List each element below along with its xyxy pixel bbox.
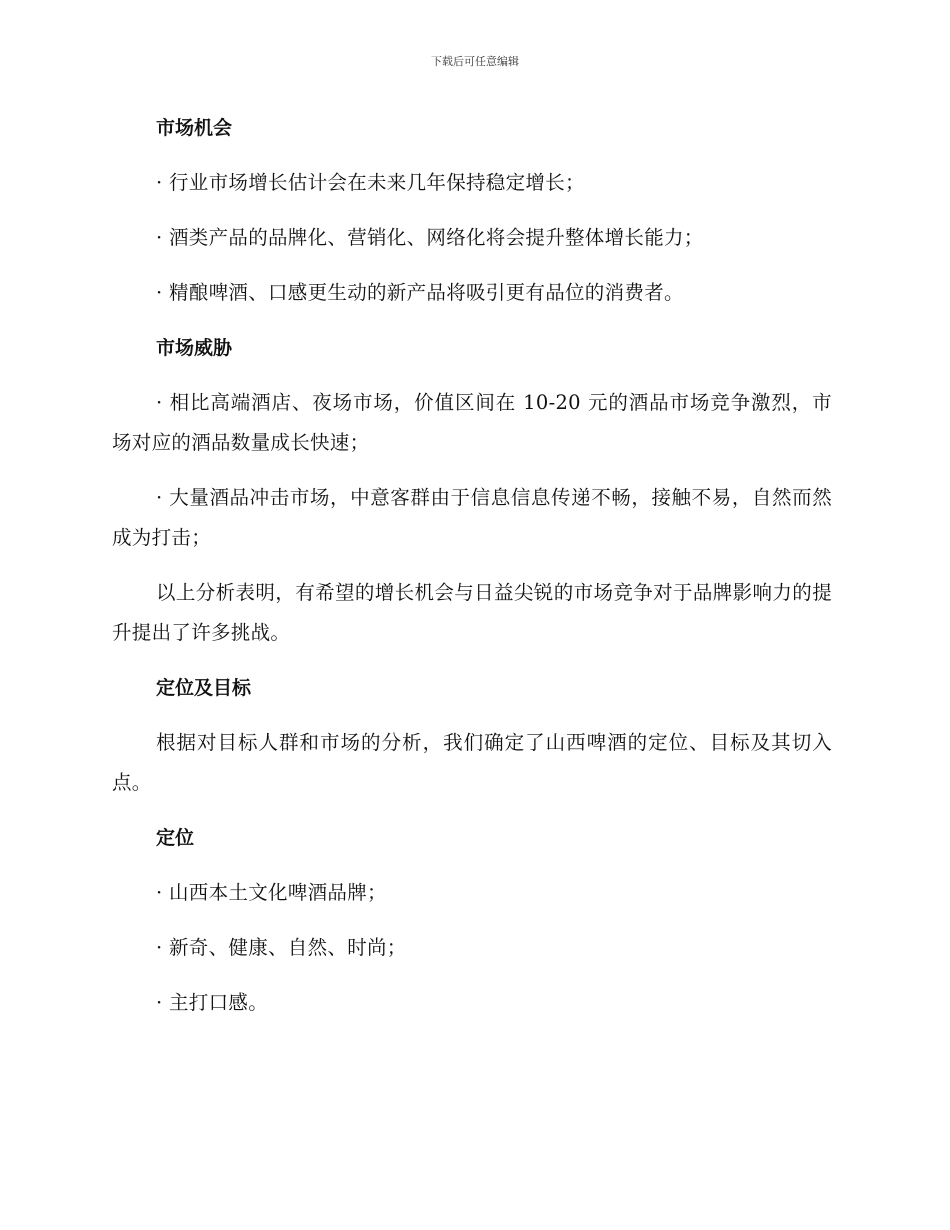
opportunity-item: · 行业市场增长估计会在未来几年保持稳定增长； [156,171,585,194]
section-heading-positioning-goals: 定位及目标 [156,677,252,699]
positioning-goals-intro: 根据对目标人群和市场的分析，我们确定了山西啤酒的定位、目标及其切入点。 [112,731,832,794]
positioning-item: · 新奇、健康、自然、时尚； [156,936,407,959]
section-heading-opportunities: 市场机会 [156,117,233,139]
page-header: 下载后可任意编辑 [431,55,519,68]
positioning-item: · 山西本土文化啤酒品牌； [156,881,387,904]
opportunity-item: · 精酿啤酒、口感更生动的新产品将吸引更有品位的消费者。 [156,281,684,304]
section-heading-threats: 市场威胁 [156,337,233,359]
document-body [112,108,832,1023]
section-heading-positioning: 定位 [156,827,195,849]
threat-item: · 大量酒品冲击市场，中意客群由于信息信息传递不畅，接触不易，自然而然成为打击； [112,486,832,549]
threat-item: · 相比高端酒店、夜场市场，价值区间在 10-20 元的酒品市场竞争激烈，市场对应的酒品数量成长快速； [112,391,832,454]
positioning-item: · 主打口感。 [156,991,268,1014]
threat-summary: 以上分析表明，有希望的增长机会与日益尖锐的市场竞争对于品牌影响力的提升提出了许多挑战。 [112,581,832,644]
opportunity-item: · 酒类产品的品牌化、营销化、网络化将会提升整体增长能力； [156,226,704,249]
